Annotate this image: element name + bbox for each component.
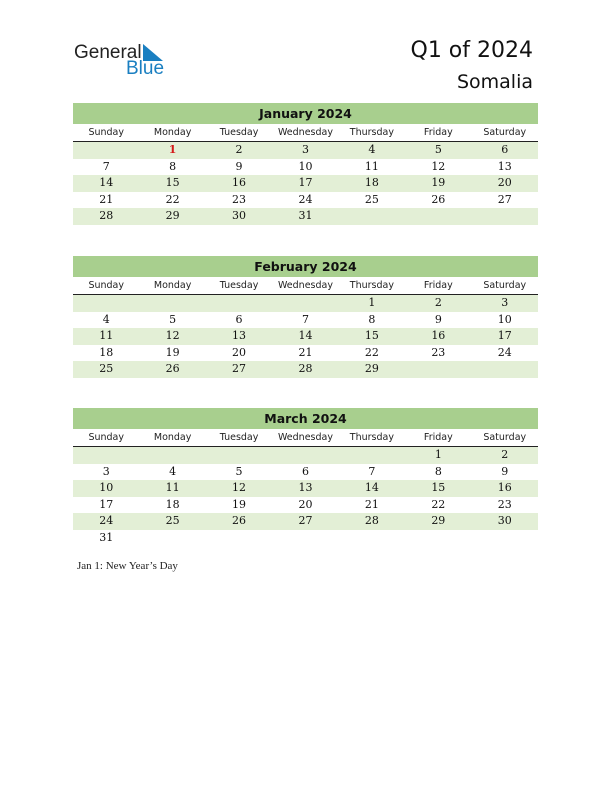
day-cell: 26 <box>431 192 446 206</box>
week-row <box>73 361 538 378</box>
holiday-note: Jan 1: New Year’s Day <box>77 560 178 572</box>
day-cell: 30 <box>497 514 512 527</box>
weekday-label: Friday <box>423 280 453 291</box>
day-cell: 8 <box>368 312 376 326</box>
weekday-header-row <box>73 277 538 295</box>
day-cell: 2 <box>501 448 509 461</box>
day-cell: 13 <box>497 159 512 173</box>
week-row <box>73 497 538 514</box>
day-cell: 24 <box>99 514 114 527</box>
day-cell: 22 <box>165 192 180 206</box>
logo-text-blue: Blue <box>126 58 165 79</box>
weekday-label: Wednesday <box>277 432 333 443</box>
empty-day-cell <box>73 295 139 312</box>
day-cell: 5 <box>434 143 442 156</box>
day-cell: 11 <box>165 481 180 494</box>
day-cell: 10 <box>99 481 114 494</box>
weekday-label: Wednesday <box>277 280 333 291</box>
week-row <box>73 530 538 547</box>
day-cell: 1 <box>368 296 376 309</box>
weekday-label: Thursday <box>349 127 394 138</box>
day-cell: 28 <box>99 209 114 222</box>
day-cell: 20 <box>232 345 247 359</box>
week-row <box>73 513 538 530</box>
month-title: February 2024 <box>73 256 538 277</box>
empty-day-cell <box>272 530 338 547</box>
day-cell: 19 <box>232 497 247 511</box>
day-cell: 14 <box>99 176 114 189</box>
empty-day-cell <box>339 530 405 547</box>
day-cell: 27 <box>497 192 512 206</box>
day-cell: 18 <box>165 497 180 511</box>
day-cell: 12 <box>165 329 180 342</box>
day-cell: 13 <box>232 329 247 342</box>
day-cell: 5 <box>169 312 177 326</box>
day-cell: 20 <box>497 176 512 189</box>
day-cell: 28 <box>364 514 379 527</box>
day-cell: 14 <box>298 329 313 342</box>
logo-text-general: General <box>74 42 142 63</box>
empty-day-cell <box>139 447 205 464</box>
weekday-label: Friday <box>423 127 453 138</box>
month-calendar <box>73 408 538 546</box>
month-title: March 2024 <box>73 408 538 429</box>
day-cell: 23 <box>497 497 512 511</box>
week-row <box>73 312 538 329</box>
day-cell: 26 <box>232 514 247 527</box>
day-cell: 6 <box>301 464 309 478</box>
day-cell: 19 <box>431 176 446 189</box>
empty-day-cell <box>339 208 405 225</box>
empty-day-cell <box>339 447 405 464</box>
week-row <box>73 345 538 362</box>
day-cell: 10 <box>497 312 512 326</box>
day-cell: 26 <box>165 362 180 375</box>
generalblue-logo <box>74 42 174 78</box>
empty-day-cell <box>272 447 338 464</box>
day-cell: 17 <box>99 497 114 511</box>
day-cell: 4 <box>169 464 177 478</box>
day-cell: 10 <box>298 159 313 173</box>
day-cell: 17 <box>497 329 512 342</box>
day-cell: 15 <box>165 176 180 189</box>
weekday-label: Saturday <box>483 127 527 138</box>
empty-day-cell <box>405 530 471 547</box>
day-cell: 11 <box>364 159 379 173</box>
empty-day-cell <box>206 530 272 547</box>
weekday-label: Tuesday <box>219 280 259 291</box>
day-cell: 29 <box>431 514 446 527</box>
empty-day-cell <box>405 208 471 225</box>
day-cell: 25 <box>99 362 114 375</box>
weekday-header-row <box>73 429 538 447</box>
day-cell: 23 <box>431 345 446 359</box>
empty-day-cell <box>272 295 338 312</box>
day-cell: 31 <box>99 530 114 544</box>
month-calendar <box>73 103 538 225</box>
day-cell: 31 <box>298 209 313 222</box>
day-cell: 6 <box>235 312 243 326</box>
day-cell: 4 <box>368 143 376 156</box>
empty-day-cell <box>139 530 205 547</box>
month-title: January 2024 <box>73 103 538 124</box>
day-cell: 5 <box>235 464 243 478</box>
day-cell: 27 <box>298 514 313 527</box>
week-row <box>73 175 538 192</box>
day-cell: 7 <box>368 464 376 478</box>
day-cell: 23 <box>232 192 247 206</box>
day-cell: 29 <box>165 209 180 222</box>
empty-day-cell <box>206 295 272 312</box>
empty-day-cell <box>73 447 139 464</box>
day-cell: 16 <box>431 329 446 342</box>
empty-day-cell <box>73 142 139 159</box>
weekday-label: Monday <box>153 432 192 443</box>
day-cell: 28 <box>298 362 313 375</box>
week-row <box>73 295 538 312</box>
empty-day-cell <box>472 530 538 547</box>
day-cell: 18 <box>99 345 114 359</box>
page-title: Q1 of 2024 <box>410 38 533 63</box>
weekday-label: Tuesday <box>219 127 259 138</box>
weekday-label: Monday <box>153 127 192 138</box>
day-cell: 12 <box>232 481 247 494</box>
weekday-label: Friday <box>423 432 453 443</box>
day-cell: 14 <box>364 481 379 494</box>
day-cell: 20 <box>298 497 313 511</box>
week-row <box>73 447 538 464</box>
day-cell: 3 <box>501 296 509 309</box>
day-cell: 22 <box>431 497 446 511</box>
empty-day-cell <box>472 208 538 225</box>
day-cell: 2 <box>434 296 442 309</box>
day-cell: 15 <box>364 329 379 342</box>
day-cell: 9 <box>235 159 243 173</box>
week-row <box>73 480 538 497</box>
week-row <box>73 328 538 345</box>
week-row <box>73 464 538 481</box>
empty-day-cell <box>472 361 538 378</box>
day-cell: 16 <box>497 481 512 494</box>
empty-day-cell <box>405 361 471 378</box>
week-row <box>73 208 538 225</box>
day-cell: 30 <box>232 209 247 222</box>
weekday-label: Saturday <box>483 432 527 443</box>
day-cell: 1 <box>168 143 177 156</box>
day-cell: 18 <box>364 176 379 189</box>
day-cell: 21 <box>298 345 313 359</box>
day-cell: 19 <box>165 345 180 359</box>
day-cell: 7 <box>102 159 110 173</box>
day-cell: 24 <box>298 192 313 206</box>
weekday-label: Saturday <box>483 280 527 291</box>
day-cell: 9 <box>501 464 509 478</box>
day-cell: 27 <box>232 362 247 375</box>
day-cell: 8 <box>169 159 177 173</box>
empty-day-cell <box>139 295 205 312</box>
country-name: Somalia <box>456 71 533 93</box>
day-cell: 17 <box>298 176 313 189</box>
day-cell: 12 <box>431 159 446 173</box>
weekday-label: Sunday <box>88 127 124 138</box>
day-cell: 21 <box>99 192 114 206</box>
day-cell: 16 <box>232 176 247 189</box>
day-cell: 25 <box>165 514 180 527</box>
week-row <box>73 192 538 209</box>
weekday-label: Thursday <box>349 432 394 443</box>
day-cell: 2 <box>235 143 243 156</box>
day-cell: 24 <box>497 345 512 359</box>
empty-day-cell <box>206 447 272 464</box>
day-cell: 29 <box>364 362 379 375</box>
weekday-label: Wednesday <box>277 127 333 138</box>
day-cell: 8 <box>434 464 442 478</box>
week-row <box>73 142 538 159</box>
weekday-header-row <box>73 124 538 142</box>
day-cell: 6 <box>501 143 509 156</box>
week-row <box>73 159 538 176</box>
day-cell: 3 <box>301 143 309 156</box>
day-cell: 15 <box>431 481 446 494</box>
day-cell: 7 <box>301 312 309 326</box>
weekday-label: Sunday <box>88 280 124 291</box>
weekday-label: Thursday <box>349 280 394 291</box>
day-cell: 4 <box>102 312 110 326</box>
weekday-label: Tuesday <box>219 432 259 443</box>
month-calendar <box>73 256 538 378</box>
day-cell: 9 <box>434 312 442 326</box>
weekday-label: Sunday <box>88 432 124 443</box>
day-cell: 3 <box>102 464 110 478</box>
day-cell: 11 <box>99 329 114 342</box>
day-cell: 1 <box>434 448 442 461</box>
day-cell: 22 <box>364 345 379 359</box>
day-cell: 21 <box>364 497 379 511</box>
weekday-label: Monday <box>153 280 192 291</box>
day-cell: 25 <box>364 192 379 206</box>
day-cell: 13 <box>298 481 313 494</box>
